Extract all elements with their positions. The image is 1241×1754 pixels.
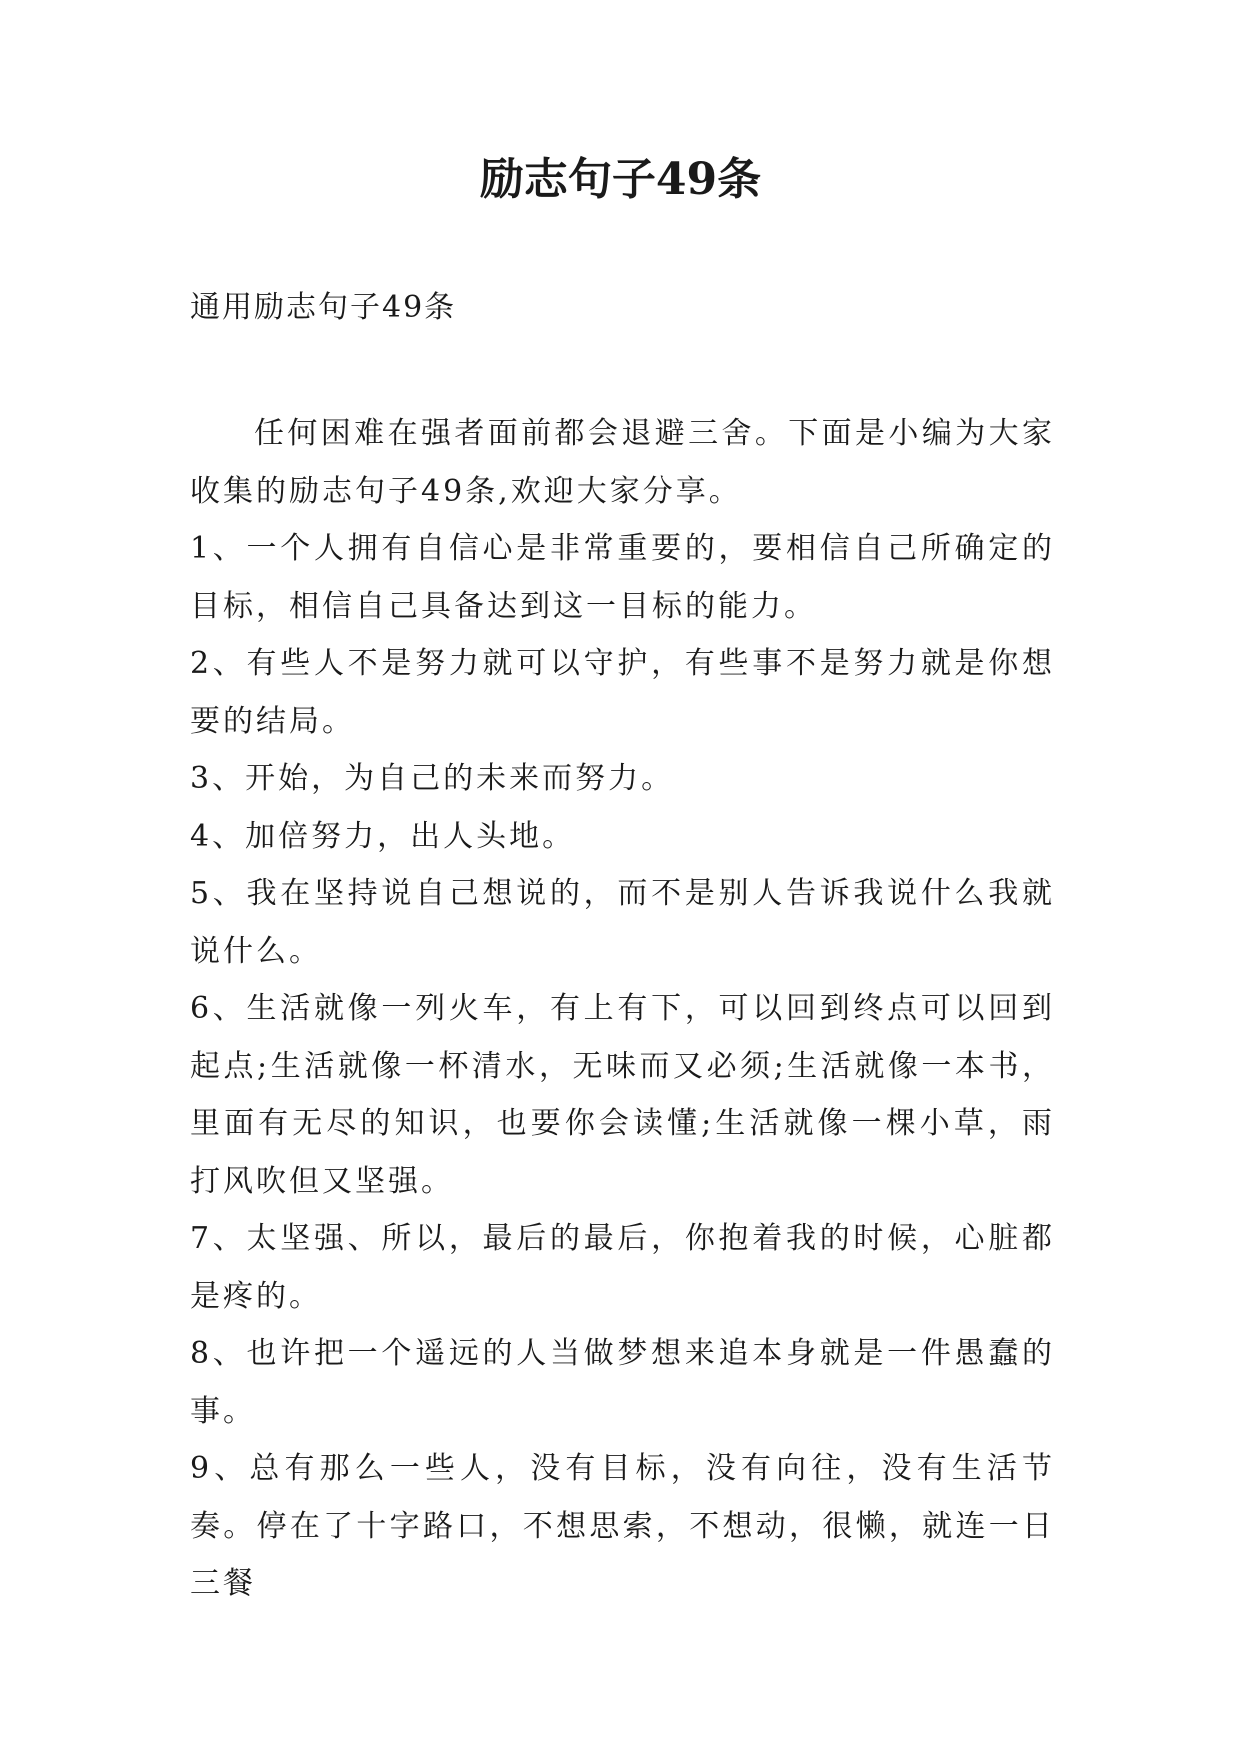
document-subtitle: 通用励志句子49条 xyxy=(190,290,457,325)
list-item: 3、开始，为自己的未来而努力。 xyxy=(190,761,675,796)
list-item: 1、一个人拥有自信心是非常重要的，要相信自己所确定的目标，相信自己具备达到这一目标的能力。 xyxy=(190,531,1055,624)
document-title: 励志句子49条 xyxy=(479,154,762,205)
list-item: 2、有些人不是努力就可以守护，有些事不是努力就是你想要的结局。 xyxy=(190,646,1055,739)
list-item: 6、生活就像一列火车，有上有下，可以回到终点可以回到起点;生活就像一杯清水，无味而又必须;生活就像一本书，里面有无尽的知识，也要你会读懂;生活就像一棵小草，雨打风吹但又坚强。 xyxy=(190,991,1055,1199)
list-item: 4、加倍努力，出人头地。 xyxy=(190,818,576,854)
document-body xyxy=(190,405,1055,1613)
list-item: 5、我在坚持说自己想说的，而不是别人告诉我说什么我就说什么。 xyxy=(190,876,1055,969)
list-item: 8、也许把一个遥远的人当做梦想来追本身就是一件愚蠢的事。 xyxy=(190,1336,1055,1429)
intro-paragraph: 任何困难在强者面前都会退避三舍。下面是小编为大家收集的励志句子49条,欢迎大家分享。 xyxy=(190,416,1055,509)
list-item: 7、太坚强、所以，最后的最后，你抱着我的时候，心脏都是疼的。 xyxy=(190,1221,1055,1314)
list-item: 9、总有那么一些人，没有目标，没有向往，没有生活节奏。停在了十字路口，不想思索，不想动，很懒，就连一日三餐 xyxy=(190,1451,1055,1601)
